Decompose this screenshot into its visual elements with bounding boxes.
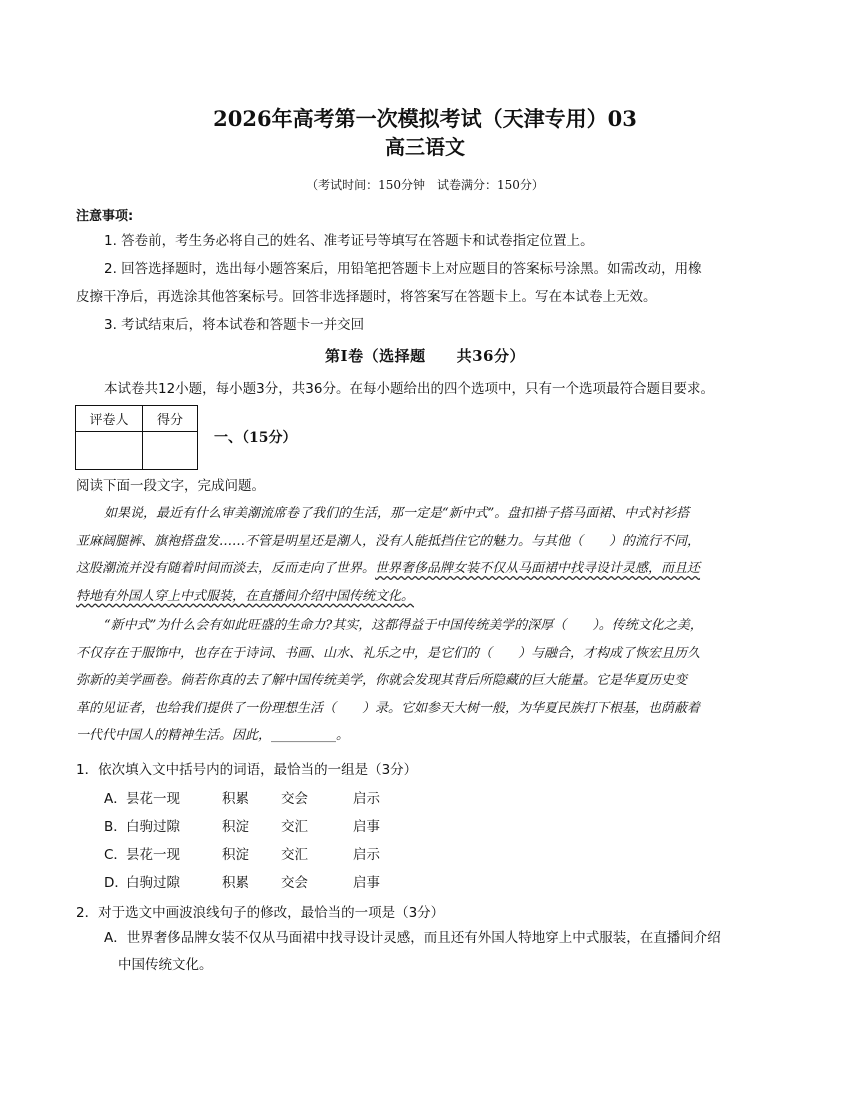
option-letter: A． [104, 791, 127, 807]
option-word-1: 昙花一现 [126, 847, 180, 863]
question-1-option-d[interactable] [104, 871, 380, 891]
option-word-3: 交汇 [281, 847, 308, 863]
question-1-stem: 1．依次填入文中括号内的词语，最恰当的一组是（3分） [76, 762, 418, 778]
section-description: 本试卷共12小题，每小题3分，共36分。在每小题给出的四个选项中，只有一个选项最符合题目要求。 [104, 381, 714, 397]
score-table [75, 405, 198, 470]
exam-info: （考试时间：150分钟 试卷满分：150分） [306, 178, 544, 192]
wavy-underlined-sentence-part-1: 世界奢侈品牌女装不仅从马面裙中找寻设计灵感，而且还 [375, 561, 701, 576]
notice-heading: 注意事项: [76, 209, 134, 224]
part-one-label: 一、（15分） [214, 430, 297, 446]
option-letter: D． [104, 875, 128, 891]
page-subtitle: 高三语文 [385, 135, 465, 159]
passage-p2-line-5: 一代代中国人的精神生活。因此，__________。 [76, 728, 350, 743]
passage-p2-line-3: 弥新的美学画卷。倘若你真的去了解中国传统美学，你就会发现其背后所隐藏的巨大能量。它是华夏历史变 [76, 673, 688, 688]
notice-item-1 [76, 227, 782, 255]
notice-item-2 [76, 255, 782, 311]
option-word-1: 昙花一现 [126, 791, 180, 807]
option-letter: B． [104, 819, 127, 835]
question-2-option-a-line-1: A．世界奢侈品牌女装不仅从马面裙中找寻设计灵感，而且还有外国人特地穿上中式服装，在直播间介绍 [104, 930, 721, 946]
passage-p1-line-4 [76, 583, 781, 611]
passage-paragraph-2 [76, 612, 781, 750]
score-table-cell-grader [76, 432, 143, 470]
option-word-3: 交会 [281, 791, 308, 807]
question-2-option-a-line-2: 中国传统文化。 [118, 957, 213, 973]
notice-item-3-text: 3. 考试结束后，将本试卷和答题卡一并交回 [104, 317, 365, 333]
option-word-4: 启事 [353, 875, 380, 891]
option-word-2: 积淀 [222, 819, 249, 835]
question-1-option-a[interactable] [104, 787, 380, 807]
option-word-3: 交会 [281, 875, 308, 891]
option-letter: C． [104, 847, 127, 863]
option-word-4: 启示 [353, 791, 380, 807]
passage-p1-line-3-plain: 这股潮流并没有随着时间而淡去，反而走向了世界。 [76, 561, 376, 576]
notice-item-1-text: 1. 答卷前，考生务必将自己的姓名、准考证号等填写在答题卡和试卷指定位置上。 [104, 233, 594, 249]
page-title: 2026年高考第一次模拟考试（天津专用）03 [213, 106, 637, 131]
reading-instruction: 阅读下面一段文字，完成问题。 [76, 478, 265, 494]
option-word-2: 积累 [222, 791, 249, 807]
question-2-stem: 2．对于选文中画波浪线句子的修改，最恰当的一项是（3分） [76, 905, 445, 921]
wavy-underlined-sentence-part-2: 特地有外国人穿上中式服装，在直播间介绍中国传统文化。 [76, 588, 415, 604]
score-table-header-score: 得分 [143, 406, 198, 432]
notice-item-2-line-2: 皮擦干净后，再选涂其他答案标号。回答非选择题时，将答案写在答题卡上。写在本试卷上无效。 [76, 289, 657, 305]
option-word-4: 启示 [353, 847, 380, 863]
passage-p1-line-1: 如果说，最近有什么审美潮流席卷了我们的生活，那一定是“新中式”。盘扣褂子搭马面裙、中式衬衫搭 [104, 506, 690, 521]
question-1-option-b[interactable] [104, 815, 380, 835]
passage-p2-line-4: 革的见证者，也给我们提供了一份理想生活（ ）录。它如参天大树一般，为华夏民族打下根基，也荫蔽着 [76, 700, 701, 716]
option-word-3: 交汇 [281, 819, 308, 835]
option-word-1: 白驹过隙 [126, 819, 180, 835]
option-word-1: 白驹过隙 [126, 875, 180, 891]
option-word-4: 启事 [353, 819, 380, 835]
option-word-2: 积累 [222, 875, 249, 891]
passage-p1-line-2: 亚麻阔腿裤、旗袍搭盘发……不管是明星还是潮人，没有人能抵挡住它的魅力。与其他（ ）的流行不同， [76, 533, 701, 549]
question-1-option-c[interactable] [104, 843, 380, 863]
score-table-cell-score [143, 432, 198, 470]
passage-p1-line-3 [76, 555, 781, 583]
section-heading: 第Ⅰ卷（选择题 共36分） [325, 347, 525, 365]
score-table-header-grader: 评卷人 [76, 406, 143, 432]
passage-p2-line-1: “新中式”为什么会有如此旺盛的生命力?其实，这都得益于中国传统美学的深厚（ ）。传统文化之美， [104, 618, 703, 633]
notice-item-3 [76, 311, 782, 339]
passage-paragraph-1 [76, 500, 781, 610]
passage-p2-line-2: 不仅存在于服饰中，也存在于诗词、书画、山水、礼乐之中，是它们的（ ）与融合，才构成了恢宏且历久 [76, 645, 701, 661]
notice-item-2-line-1: 2. 回答选择题时，选出每小题答案后，用铅笔把答题卡上对应题目的答案标号涂黑。如需改动，用橡 [104, 261, 702, 277]
option-word-2: 积淀 [222, 847, 249, 863]
question-2-option-a[interactable] [104, 925, 784, 979]
